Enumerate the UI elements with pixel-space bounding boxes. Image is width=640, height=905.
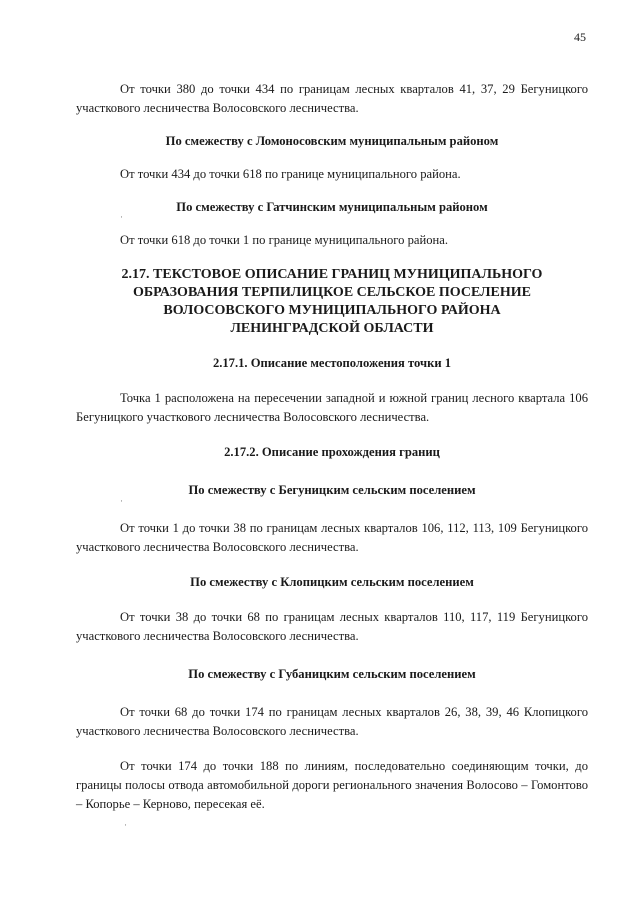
paragraph: От точки 38 до точки 68 по границам лесных кварталов 110, 117, 119 Бегуницкого участкового лесничества Волосовского лесничества. (76, 610, 588, 643)
section-title-line: ОБРАЗОВАНИЯ ТЕРПИЛИЦКОЕ СЕЛЬСКОЕ ПОСЕЛЕНИЕ (133, 285, 531, 300)
subsection-heading-klopitsy: По смежеству с Клопицким сельским поселением (190, 575, 474, 589)
page-number: 45 (574, 30, 586, 44)
paragraph: Точка 1 расположена на пересечении западной и южной границ лесного квартала 106 Бегуницкого участкового лесничества Волосовского лесничества. (76, 391, 588, 424)
paragraph: От точки 1 до точки 38 по границам лесных кварталов 106, 112, 113, 109 Бегуницкого участкового лесничества Волосовского лесничества. (76, 521, 588, 554)
paragraph: От точки 68 до точки 174 по границам лесных кварталов 26, 38, 39, 46 Клопицкого участкового лесничества Волосовского лесничества. (76, 705, 588, 738)
subsection-heading-2171: 2.17.1. Описание местоположения точки 1 (212, 356, 452, 370)
section-title-line: 2.17. ТЕКСТОВОЕ ОПИСАНИЕ ГРАНИЦ МУНИЦИПАЛЬНОГО (121, 267, 543, 282)
section-title (76, 266, 588, 338)
subsection-heading-lomonosov: По смежеству с Ломоносовским муниципальным районом (165, 134, 499, 148)
subsection-heading-gatchina: По смежеству с Гатчинским муниципальным районом (176, 200, 488, 214)
paragraph: От точки 618 до точки 1 по границе муниципального района. (120, 233, 449, 247)
paragraph: От точки 380 до точки 434 по границам лесных кварталов 41, 37, 29 Бегуницкого участкового лесничества Волосовского лесничества. (76, 82, 588, 115)
scan-speck: · (120, 212, 123, 222)
subsection-heading-begunitsy: По смежеству с Бегуницким сельским поселением (188, 483, 476, 497)
section-title-line: ЛЕНИНГРАДСКОЙ ОБЛАСТИ (230, 321, 434, 336)
subsection-heading-gubanitsy: По смежеству с Губаницким сельским поселением (188, 667, 476, 681)
paragraph: От точки 174 до точки 188 по линиям, последовательно соединяющим точки, до границы полосы отвода автомобильной дороги регионального значения Волосово – Гомонтово – Копорье – Керново, пересекая её. (76, 759, 588, 811)
section-title-line: ВОЛОСОВСКОГО МУНИЦИПАЛЬНОГО РАЙОНА (163, 303, 501, 318)
scan-speck: · (120, 496, 123, 506)
paragraph: От точки 434 до точки 618 по границе муниципального района. (120, 167, 461, 181)
scan-speck: · (124, 820, 127, 830)
document-body (76, 80, 588, 814)
subsection-heading-2172: 2.17.2. Описание прохождения границ (224, 445, 440, 459)
